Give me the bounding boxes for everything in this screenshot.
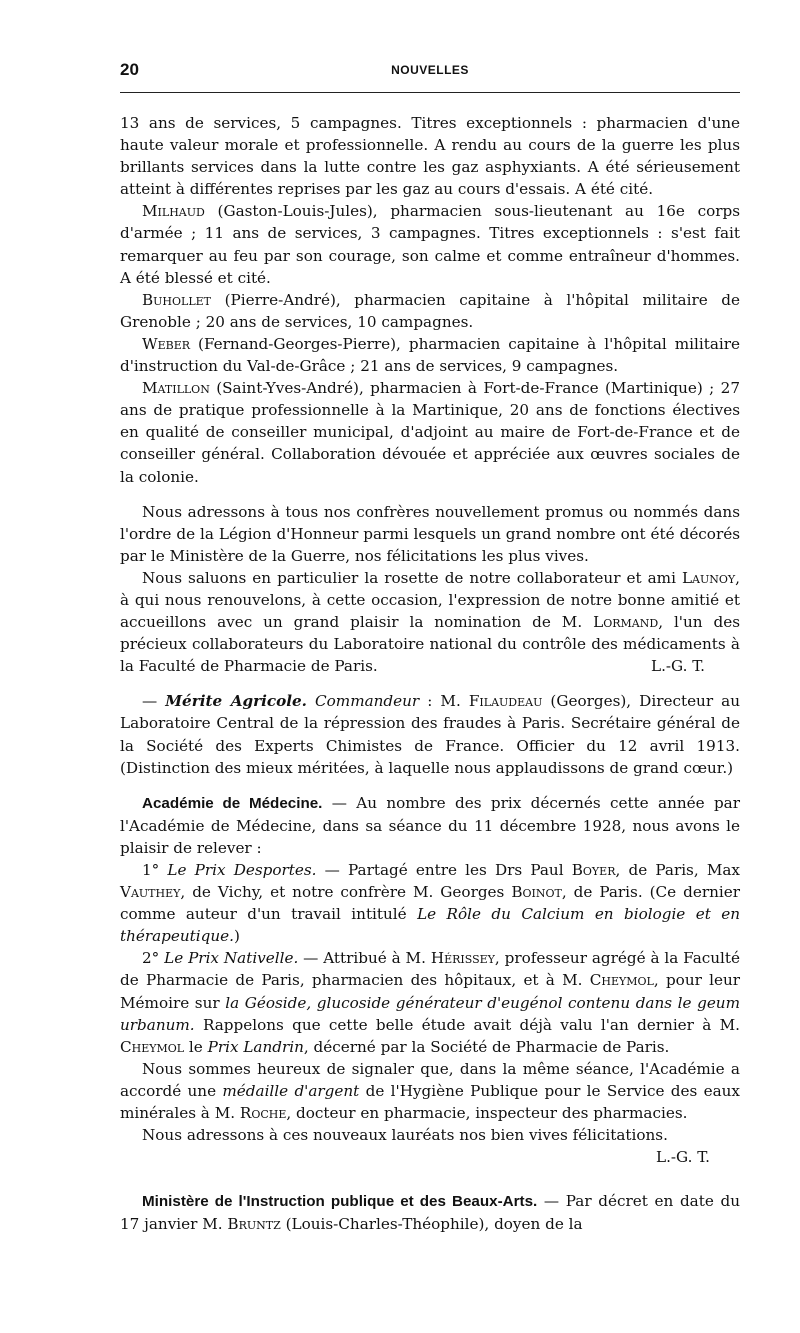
signature: L.-G. T.	[655, 1148, 710, 1167]
article-body	[120, 112, 740, 1236]
work-title: Le Rôle du Calcium en biologie et en thérapeutique.	[120, 905, 740, 946]
paragraph: — Mérite Agricole. Commandeur : M. Filaudeau (Georges), Directeur au Laboratoire Central de la répression des fraudes à Paris. Secrétaire général de la Société des Experts Chimistes de France. Officier du 12 avril 1913. (Distinction des mieux méritées, à laquelle nous applaudissons de grand cœur.)	[120, 692, 740, 777]
award-name: médaille d'argent	[222, 1081, 360, 1100]
person-name: Boyer	[571, 861, 616, 879]
person-name: Launoy	[681, 568, 736, 587]
prize-name: Prix Landrin	[207, 1037, 304, 1056]
person-name: Weber	[142, 334, 191, 353]
person-name: Buhollet	[142, 290, 212, 309]
prize-name: Le Prix Nativelle.	[164, 949, 299, 968]
signature: L.-G. T.	[650, 657, 705, 676]
section-title: Mérite Agricole.	[165, 692, 307, 711]
paragraph: 1° Le Prix Desportes. — Partagé entre les Drs Paul Boyer, de Paris, Max Vauthey, de Vichy, et notre confrère M. Georges Boinot, de Paris. (Ce dernier comme auteur d'un travail intitulé Le Rôle du Calcium en biologie et en thérapeutique.)	[120, 861, 741, 946]
person-name: Hérissey	[430, 949, 495, 968]
section-heading: Académie de Médecine.	[142, 794, 323, 812]
person-name: Milhaud	[142, 202, 205, 221]
header-rule	[120, 92, 740, 93]
person-name: Filaudeau	[468, 692, 543, 711]
paragraph: Nous adressons à ces nouveaux lauréats nos bien vives félicitations.	[142, 1126, 668, 1145]
person-name: Cheymol	[589, 971, 654, 990]
prize-name: Le Prix Desportes.	[167, 861, 317, 879]
person-name: Bruntz	[227, 1215, 281, 1234]
person-name: Boinot	[511, 883, 562, 902]
paragraph: 13 ans de services, 5 campagnes. Titres exceptionnels : pharmacien d'une haute valeur morale et professionnelle. A rendu au cours de la guerre les plus brillants services dans la lutte contre les gaz asphyxiants. A été sérieusement atteint à différentes reprises par les gaz au cours d'essais. A été cité.	[120, 114, 740, 199]
paragraph: Matillon (Saint-Yves-André), pharmacien à Fort-de-France (Martinique) ; 27 ans de pratique professionnelle à la Martinique, 20 ans de fonctions électives en qualité de conseiller municipal, d'adjoint au maire de Fort-de-France et de conseiller général. Collaboration dévouée et appréciée aux œuvres sociales de la colonie.	[120, 379, 740, 486]
rank: Commandeur	[315, 692, 420, 711]
person-name: Cheymol	[120, 1037, 185, 1056]
person-name: Lormand	[593, 613, 659, 632]
paragraph: Weber (Fernand-Georges-Pierre), pharmacien capitaine à l'hôpital militaire d'instruction du Val-de-Grâce ; 21 ans de services, 9 campagnes.	[120, 334, 740, 376]
paragraph: Nous saluons en particulier la rosette de notre collaborateur et ami Launoy, à qui nous renouvelons, à cette occasion, l'expression de notre bonne amitié et accueillons avec un grand plaisir la nomination de M. Lormand, l'un des précieux collaborateurs du Laboratoire national du contrôle des médicaments à la Faculté de Pharmacie de Paris. L.-G. T.	[120, 567, 740, 677]
page-header	[120, 60, 740, 84]
person-name: Roche	[239, 1104, 287, 1123]
person-name: Matillon	[142, 379, 210, 398]
running-title: NOUVELLES	[391, 63, 469, 77]
paragraph: Nous adressons à tous nos confrères nouvellement promus ou nommés dans l'ordre de la Légion d'Honneur parmi lesquels un grand nombre ont été décorés par le Ministère de la Guerre, nos félicitations les plus vives.	[120, 502, 740, 565]
paragraph: 2° Le Prix Nativelle. — Attribué à M. Hérissey, professeur agrégé à la Faculté de Pharmacie de Paris, pharmacien des hôpitaux, et à M. Cheymol, pour leur Mémoire sur la Géoside, glucoside générateur d'eugénol contenu dans le geum urbanum. Rappelons que cette belle étude avait déjà valu l'an dernier à M. Cheymol le Prix Landrin, décerné par la Société de Pharmacie de Paris.	[120, 949, 741, 1056]
page-number: 20	[120, 60, 139, 79]
paragraph: Buhollet (Pierre-André), pharmacien capitaine à l'hôpital militaire de Grenoble ; 20 ans de services, 10 campagnes.	[120, 290, 740, 331]
section-heading: Ministère de l'Instruction publique et des Beaux-Arts.	[142, 1193, 538, 1211]
paragraph: Nous sommes heureux de signaler que, dans la même séance, l'Académie a accordé une médaille d'argent de l'Hygiène Publique pour le Service des eaux minérales à M. Roche, docteur en pharmacie, inspecteur des pharmacies.	[120, 1059, 740, 1123]
person-name: Vauthey	[120, 883, 181, 902]
work-title: la Géoside, glucoside générateur d'eugénol contenu dans le geum urbanum.	[120, 993, 740, 1034]
paragraph: Ministère de l'Instruction publique et des Beaux-Arts. — Par décret en date du 17 janvier M. Bruntz (Louis-Charles-Théophile), doyen de la	[120, 1192, 740, 1234]
paragraph: Académie de Médecine. — Au nombre des prix décernés cette année par l'Académie de Médecine, dans sa séance du 11 décembre 1928, nous avons le plaisir de relever :	[120, 793, 740, 857]
paragraph: Milhaud (Gaston-Louis-Jules), pharmacien sous-lieutenant au 16e corps d'armée ; 11 ans de services, 3 campagnes. Titres exceptionnels : s'est fait remarquer au feu par son courage, son calme et comme entraîneur d'hommes. A été blessé et cité.	[120, 202, 740, 287]
